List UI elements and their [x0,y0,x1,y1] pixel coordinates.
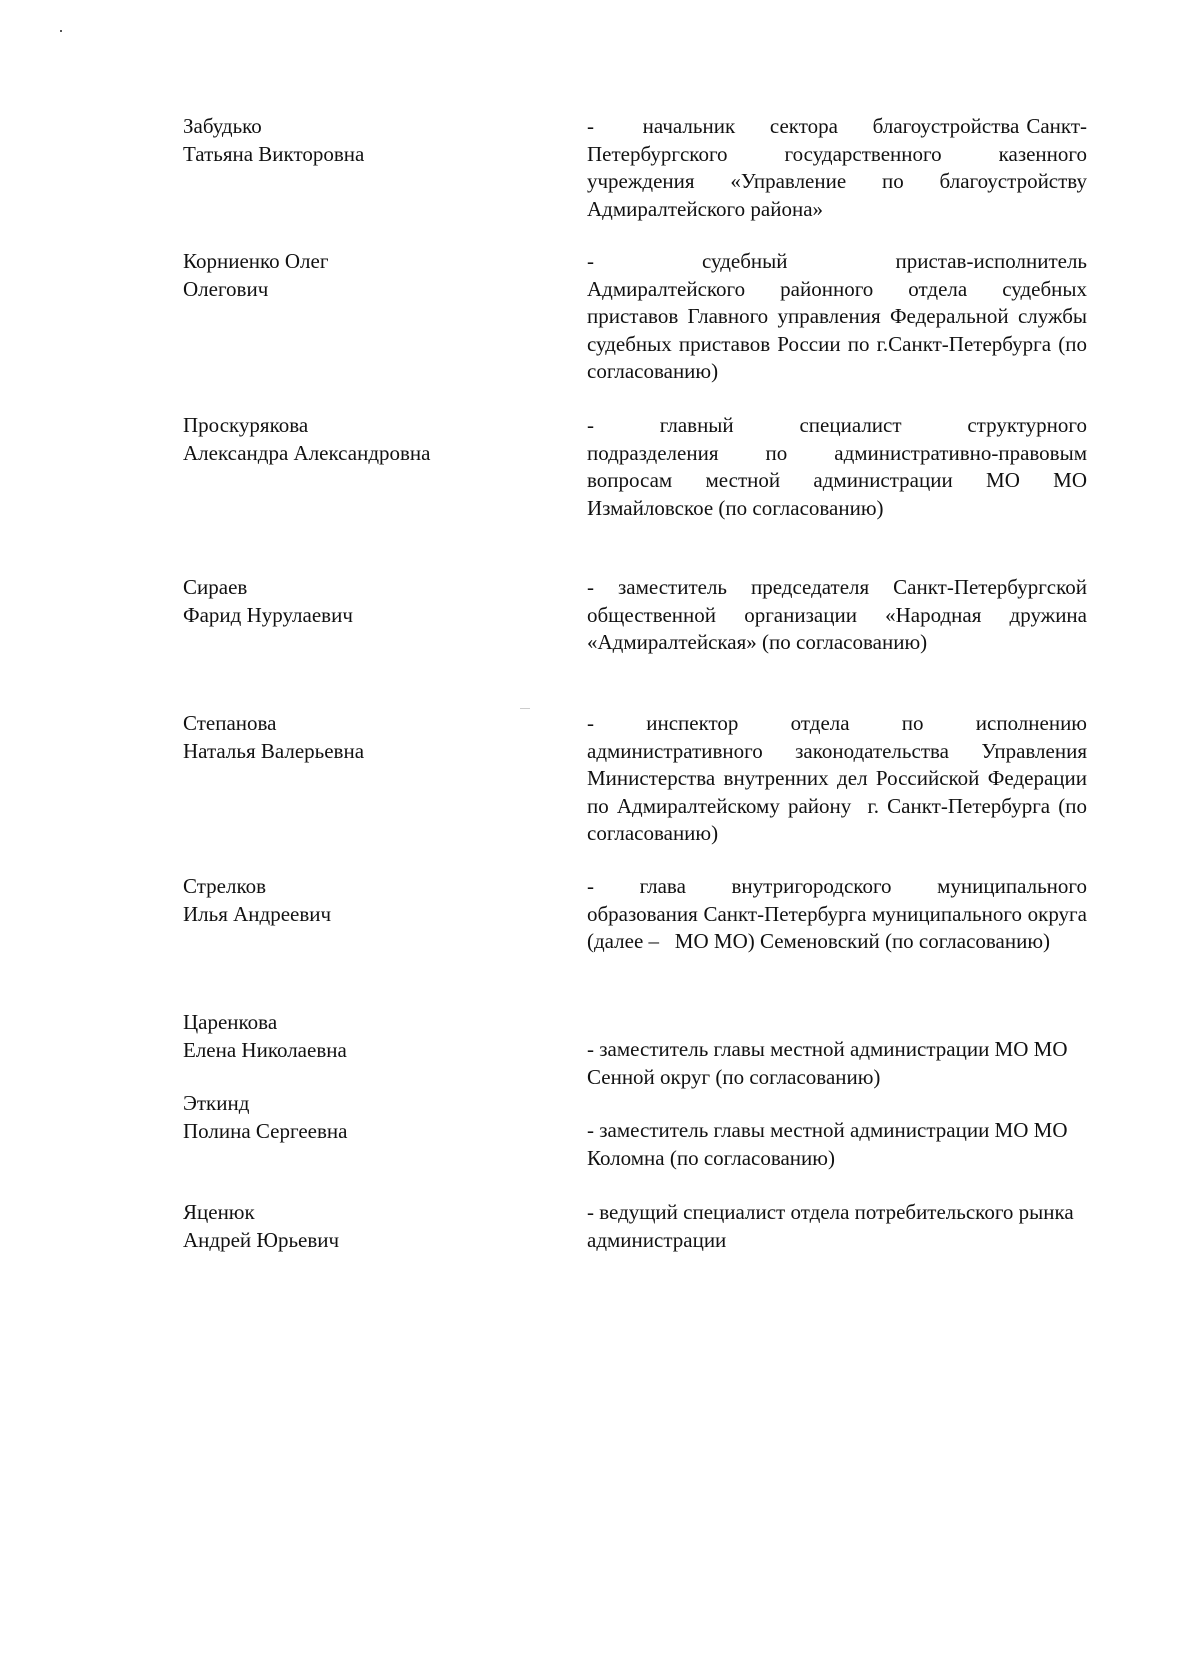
member-first-names: Александра Александровна [183,440,431,465]
member-last-name: Корниенко Олег [183,249,329,273]
member-position: - ведущий специалист отдела потребительского рынка администрации [587,1200,1074,1252]
member-position: - судебный пристав-исполнитель Адмиралтейского районного отдела судебных приставов Главного управления Федеральной службы судебных приставов России по г.Санкт-Петербурга (по согласованию) [587,249,1093,383]
member-position: - начальник сектора благоустройства Санкт-Петербургского государственного казенного учреждения «Управление по благоустройству Адмиралтейского района» [587,114,1093,221]
member-position: - инспектор отдела по исполнению административного законодательства Управления Министерства внутренних дел Российской Федерации по Адмиралтейскому району г. Санкт-Петербурга (по согласованию) [587,711,1093,845]
member-last-name: Эткинд [183,1091,250,1115]
member-last-name: Яценюк [183,1200,255,1224]
member-name [183,1009,563,1064]
member-last-name: Проскурякова [183,413,309,437]
member-first-names: Андрей Юрьевич [183,1227,340,1252]
member-last-name: Стрелков [183,874,267,898]
member-name [183,248,563,303]
member-name [183,1090,563,1145]
scan-artifact-mark [520,708,530,709]
member-first-names: Татьяна Викторовна [183,141,365,166]
member-position: - главный специалист структурного подразделения по административно-правовым вопросам местной администрации МО МО Измайловское (по согласованию) [587,413,1093,520]
member-position: - глава внутригородского муниципального образования Санкт-Петербурга муниципального округа (далее – МО МО) Семеновский (по согласованию) [587,874,1093,953]
member-last-name: Царенкова [183,1010,278,1034]
member-name [183,113,563,168]
member-name [183,1199,563,1254]
member-first-names: Илья Андреевич [183,901,332,926]
member-last-name: Забудько [183,114,262,138]
member-first-names: Наталья Валерьевна [183,738,365,763]
member-first-names: Олегович [183,276,269,301]
member-position: - заместитель председателя Санкт-Петербургской общественной организации «Народная дружина «Адмиралтейская» (по согласованию) [587,575,1087,654]
member-last-name: Сираев [183,575,248,599]
scan-artifact-dot [60,30,62,32]
member-name [183,873,563,928]
member-first-names: Фарид Нурулаевич [183,602,353,627]
member-last-name: Степанова [183,711,277,735]
member-first-names: Елена Николаевна [183,1037,347,1062]
member-name [183,574,563,629]
member-name [183,710,563,765]
member-name [183,412,563,467]
member-first-names: Полина Сергеевна [183,1118,348,1143]
member-position: - заместитель главы местной администрации МО МО Сенной округ (по согласованию) [587,1037,1068,1089]
member-position: - заместитель главы местной администрации МО МО Коломна (по согласованию) [587,1118,1068,1170]
